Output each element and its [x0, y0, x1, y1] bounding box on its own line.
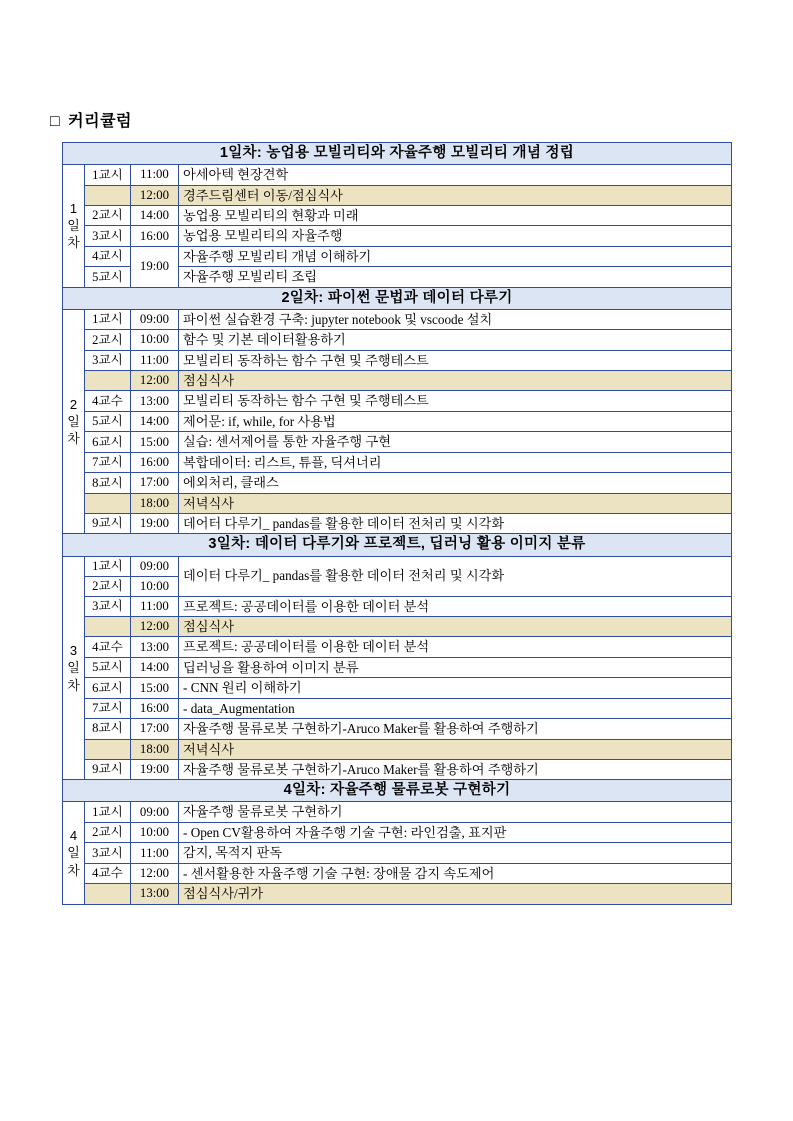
topic-cell: 저녁식사: [179, 493, 732, 513]
topic-cell: 자율주행 물류로봇 구현하기-Aruco Maker를 활용하여 주행하기: [179, 719, 732, 739]
day-label-char: 차: [67, 235, 80, 251]
time-cell: 09:00: [131, 309, 179, 329]
time-cell: 12:00: [131, 185, 179, 205]
time-cell: 17:00: [131, 473, 179, 493]
day-label-cell: [63, 802, 85, 904]
time-cell: 17:00: [131, 719, 179, 739]
table-row: [63, 493, 732, 513]
day-label-cell: [63, 556, 85, 780]
time-cell: 19:00: [131, 246, 179, 287]
time-cell: 19:00: [131, 514, 179, 534]
table-row: [63, 843, 732, 863]
day-label-char: 일: [67, 845, 80, 861]
period-cell: 4교시: [85, 246, 131, 266]
time-cell: 16:00: [131, 226, 179, 246]
period-cell: 1교시: [85, 556, 131, 576]
day-label-char: 2: [69, 396, 78, 412]
topic-cell: 실습: 센서제어를 통한 자율주행 구현: [179, 432, 732, 452]
period-cell: 2교시: [85, 576, 131, 596]
topic-cell: 프로젝트: 공공데이터를 이용한 데이터 분석: [179, 637, 732, 657]
time-cell: 12:00: [131, 616, 179, 636]
time-cell: 13:00: [131, 391, 179, 411]
day-label-char: 차: [67, 862, 80, 878]
topic-cell: 감지, 목적지 판독: [179, 843, 732, 863]
period-cell: 4교수: [85, 391, 131, 411]
topic-cell: 점심식사: [179, 616, 732, 636]
topic-cell: 농업용 모빌리티의 현황과 미래: [179, 205, 732, 225]
topic-cell: 데이터 다루기_ pandas를 활용한 데이터 전처리 및 시각화: [179, 556, 732, 596]
period-cell: [85, 884, 131, 904]
table-row: [63, 863, 732, 883]
day-label-char: 일: [67, 218, 80, 234]
day-label-char: 일: [67, 660, 80, 676]
period-cell: 2교시: [85, 822, 131, 842]
topic-cell: - CNN 원리 이해하기: [179, 678, 732, 698]
period-cell: 6교시: [85, 432, 131, 452]
table-row: [63, 371, 732, 391]
table-row: [63, 719, 732, 739]
period-cell: 5교시: [85, 657, 131, 677]
topic-cell: 모빌리티 동작하는 함수 구현 및 주행테스트: [179, 391, 732, 411]
topic-cell: 에외처리, 클래스: [179, 473, 732, 493]
table-row: [63, 657, 732, 677]
topic-cell: 프로젝트: 공공데이터를 이용한 데이터 분석: [179, 596, 732, 616]
period-cell: 3교시: [85, 226, 131, 246]
topic-cell: 데어터 다루기_ pandas를 활용한 데이터 전처리 및 시각화: [179, 514, 732, 534]
time-cell: 14:00: [131, 657, 179, 677]
topic-cell: 경주드림센터 이동/점심식사: [179, 185, 732, 205]
table-row: [63, 514, 732, 534]
time-cell: 15:00: [131, 678, 179, 698]
day-section-title: 4일차: 자율주행 물류로봇 구현하기: [63, 780, 732, 802]
period-cell: [85, 371, 131, 391]
period-cell: 9교시: [85, 514, 131, 534]
day-label-char: 3: [69, 643, 78, 659]
day-label-char: 일: [67, 414, 80, 430]
table-row: [63, 391, 732, 411]
day-section-header: [63, 780, 732, 802]
period-cell: [85, 616, 131, 636]
time-cell: 09:00: [131, 802, 179, 822]
table-row: [63, 556, 732, 576]
topic-cell: 자율주행 물류로봇 구현하기: [179, 802, 732, 822]
table-row: [63, 185, 732, 205]
day-label-char: 차: [67, 677, 80, 693]
table-row: [63, 309, 732, 329]
table-row: [63, 473, 732, 493]
table-row: [63, 698, 732, 718]
period-cell: 5교시: [85, 267, 131, 287]
table-row: [63, 452, 732, 472]
topic-cell: 저녁식사: [179, 739, 732, 759]
time-cell: 11:00: [131, 843, 179, 863]
period-cell: 3교시: [85, 843, 131, 863]
time-cell: 14:00: [131, 411, 179, 431]
topic-cell: 딥러닝을 활용하여 이미지 분류: [179, 657, 732, 677]
period-cell: 1교시: [85, 165, 131, 185]
topic-cell: 점심식사: [179, 371, 732, 391]
day-label-char: 4: [69, 828, 78, 844]
time-cell: 15:00: [131, 432, 179, 452]
time-cell: 19:00: [131, 759, 179, 779]
period-cell: 5교시: [85, 411, 131, 431]
time-cell: 13:00: [131, 884, 179, 904]
topic-cell: 자율주행 모빌리티 개념 이해하기: [179, 246, 732, 266]
period-cell: 1교시: [85, 309, 131, 329]
time-cell: 09:00: [131, 556, 179, 576]
time-cell: 11:00: [131, 350, 179, 370]
topic-cell: 함수 및 기본 데이터활용하기: [179, 330, 732, 350]
period-cell: 2교시: [85, 330, 131, 350]
table-row: [63, 884, 732, 904]
topic-cell: 자율주행 모빌리티 조립: [179, 267, 732, 287]
topic-cell: 점심식사/귀가: [179, 884, 732, 904]
day-section-title: 2일차: 파이썬 문법과 데이터 다루기: [63, 287, 732, 309]
time-cell: 12:00: [131, 371, 179, 391]
period-cell: 4교수: [85, 637, 131, 657]
time-cell: 10:00: [131, 576, 179, 596]
page-title: [50, 108, 132, 131]
square-bullet-icon: □: [50, 113, 61, 130]
table-row: [63, 822, 732, 842]
period-cell: 2교시: [85, 205, 131, 225]
topic-cell: 파이썬 실습환경 구축: jupyter notebook 및 vscoode 설치: [179, 309, 732, 329]
table-row: [63, 350, 732, 370]
period-cell: 7교시: [85, 452, 131, 472]
period-cell: 8교시: [85, 719, 131, 739]
table-row: [63, 739, 732, 759]
topic-cell: 농업용 모빌리티의 자율주행: [179, 226, 732, 246]
time-cell: 14:00: [131, 205, 179, 225]
table-row: [63, 411, 732, 431]
time-cell: 16:00: [131, 698, 179, 718]
time-cell: 11:00: [131, 165, 179, 185]
table-row: [63, 616, 732, 636]
curriculum-table: [62, 142, 732, 905]
time-cell: 16:00: [131, 452, 179, 472]
table-row: [63, 637, 732, 657]
period-cell: 6교시: [85, 678, 131, 698]
day-label-char: 1: [69, 201, 78, 217]
time-cell: 18:00: [131, 739, 179, 759]
day-label-cell: [63, 309, 85, 534]
table-row: [63, 596, 732, 616]
period-cell: [85, 185, 131, 205]
period-cell: 3교시: [85, 596, 131, 616]
topic-cell: - data_Augmentation: [179, 698, 732, 718]
topic-cell: - 센서활용한 자율주행 기술 구현: 장애물 감지 속도제어: [179, 863, 732, 883]
topic-cell: 모빌리티 동작하는 함수 구현 및 주행테스트: [179, 350, 732, 370]
topic-cell: 제어문: if, while, for 사용법: [179, 411, 732, 431]
table-row: [63, 432, 732, 452]
table-row: [63, 759, 732, 779]
day-section-title: 1일차: 농업용 모빌리티와 자율주행 모빌리티 개념 정립: [63, 143, 732, 165]
period-cell: 8교시: [85, 473, 131, 493]
table-row: [63, 802, 732, 822]
time-cell: 10:00: [131, 822, 179, 842]
day-label-char: 차: [67, 431, 80, 447]
day-section-header: [63, 534, 732, 556]
period-cell: [85, 739, 131, 759]
topic-cell: 복합데이터: 리스트, 튜플, 딕셔너리: [179, 452, 732, 472]
topic-cell: 아세아텍 현장견학: [179, 165, 732, 185]
day-section-header: [63, 287, 732, 309]
period-cell: 4교수: [85, 863, 131, 883]
table-row: [63, 205, 732, 225]
day-section-title: 3일차: 데이터 다루기와 프로젝트, 딥러닝 활용 이미지 분류: [63, 534, 732, 556]
topic-cell: 자율주행 물류로봇 구현하기-Aruco Maker를 활용하여 주행하기: [179, 759, 732, 779]
table-row: [63, 165, 732, 185]
topic-cell: - Open CV활용하여 자율주행 기술 구현: 라인검출, 표지판: [179, 822, 732, 842]
period-cell: [85, 493, 131, 513]
period-cell: 9교시: [85, 759, 131, 779]
table-row: [63, 330, 732, 350]
table-row: [63, 226, 732, 246]
time-cell: 10:00: [131, 330, 179, 350]
page-title-text: 커리큘럼: [68, 113, 132, 130]
table-row: [63, 246, 732, 266]
period-cell: 3교시: [85, 350, 131, 370]
time-cell: 12:00: [131, 863, 179, 883]
day-label-cell: [63, 165, 85, 288]
table-row: [63, 678, 732, 698]
time-cell: 18:00: [131, 493, 179, 513]
time-cell: 11:00: [131, 596, 179, 616]
period-cell: 7교시: [85, 698, 131, 718]
day-section-header: [63, 143, 732, 165]
period-cell: 1교시: [85, 802, 131, 822]
time-cell: 13:00: [131, 637, 179, 657]
